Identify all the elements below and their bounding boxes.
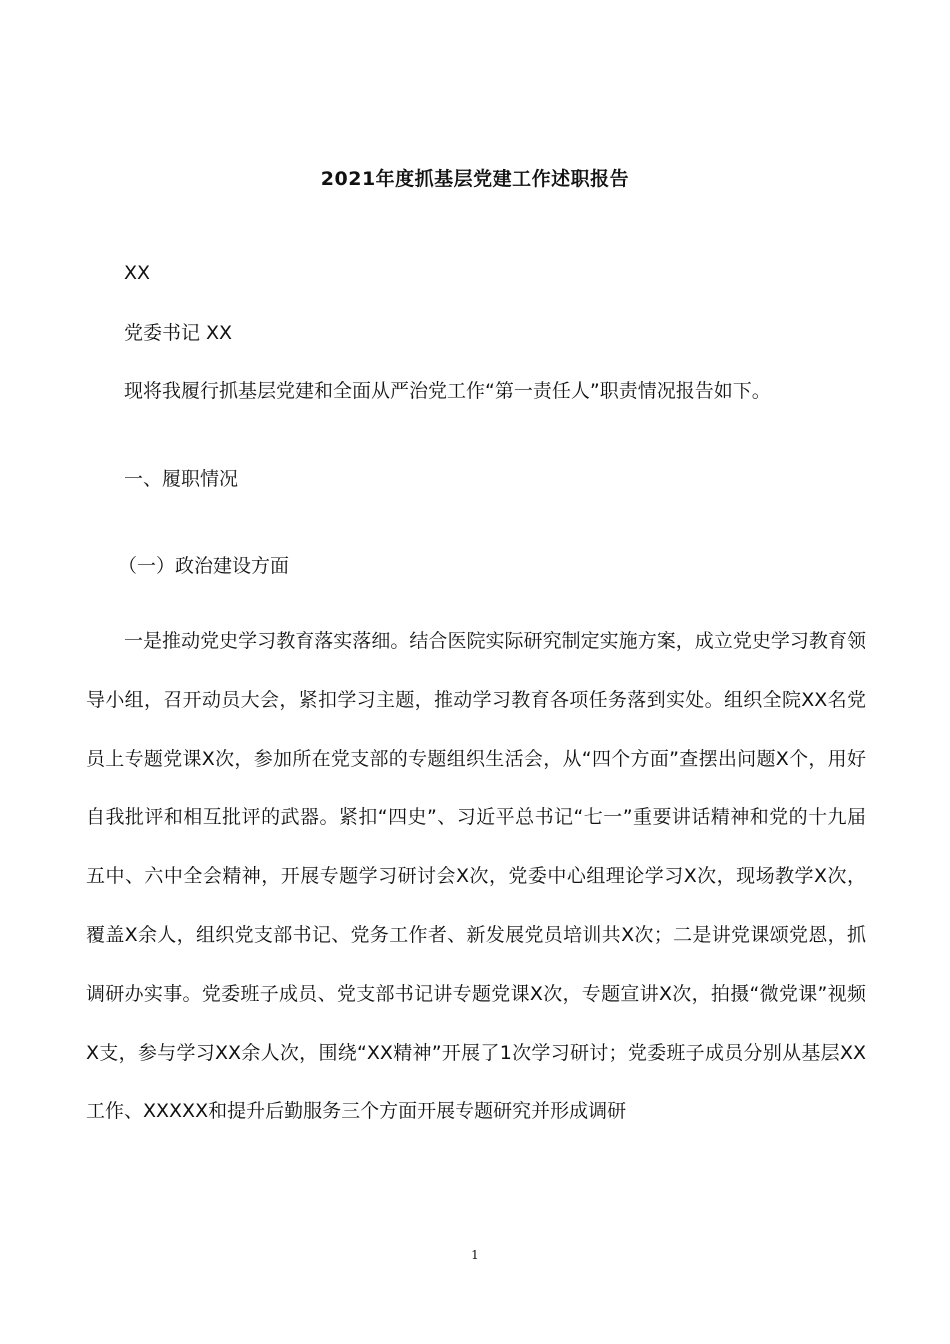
document-title: 2021年度抓基层党建工作述职报告	[320, 168, 630, 190]
section-heading: 一、履职情况	[124, 468, 239, 490]
author-line: 党委书记 XX	[124, 322, 233, 344]
intro-paragraph: 现将我履行抓基层党建和全面从严治党工作“第一责任人”职责情况报告如下。	[124, 380, 771, 402]
organization-name: XX	[124, 262, 151, 284]
body-paragraph: 一是推动党史学习教育落实落细。结合医院实际研究制定实施方案，成立党史学习教育领导小组，召开动员大会，紧扣学习主题，推动学习教育各项任务落到实处。组织全院XX名党员上专题党课X次，参加所在党支部的专题组织生活会，从“四个方面”查摆出问题X个，用好自我批评和相互批评的武器。紧扣“四史”、习近平总书记“七一”重要讲话精神和党的十九届五中、六中全会精神，开展专题学习研讨会X次，党委中心组理论学习X次，现场教学X次，覆盖X余人，组织党支部书记、党务工作者、新发展党员培训共X次；二是讲党课颂党恩，抓调研办实事。党委班子成员、党支部书记讲专题党课X次，专题宣讲X次，拍摄“微党课”视频X支，参与学习XX余人次，围绕“XX精神”开展了1次学习研讨；党委班子成员分别从基层XX工作、XXXXX和提升后勤服务三个方面开展专题研究并形成调研	[86, 630, 866, 1123]
page-number: 1	[471, 1248, 479, 1262]
subsection-heading: （一）政治建设方面	[118, 555, 290, 577]
